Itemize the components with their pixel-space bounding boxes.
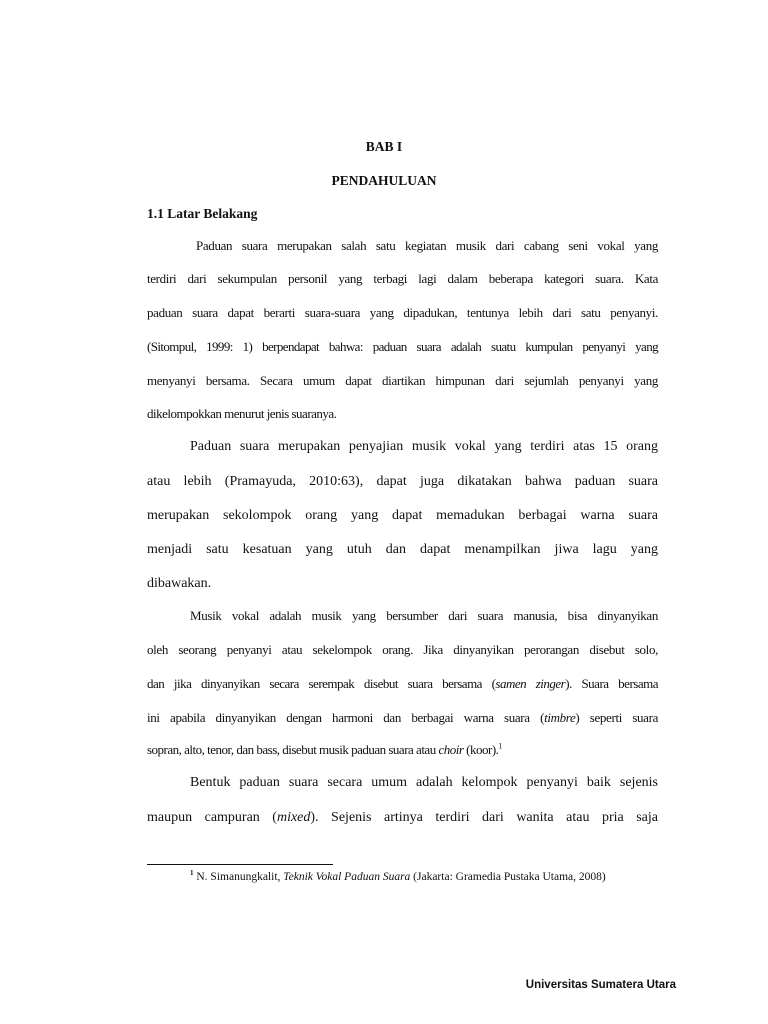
paragraph4-line: Bentuk paduan suara secara umum adalah kelompok penyanyi baik sejenis bbox=[190, 775, 658, 790]
paragraph3-line: sopran, alto, tenor, dan bass, disebut musik paduan suara atau choir (koor).$^1$ bbox=[147, 741, 502, 757]
paragraph2-line: merupakan sekolompok orang yang dapat memadukan berbagai warna suara bbox=[147, 508, 658, 523]
paragraph4-line: maupun campuran (mixed). Sejenis artinya terdiri dari wanita atau pria saja bbox=[147, 810, 658, 825]
italic-term: samen zinger bbox=[495, 676, 566, 691]
italic-term: choir bbox=[438, 742, 464, 757]
chapter-number: BAB I bbox=[365, 139, 403, 154]
section-title: 1.1 Latar Belakang bbox=[147, 206, 258, 221]
paragraph1-line: dikelompokkan menurut jenis suaranya. bbox=[147, 406, 337, 421]
institution-footer: Universitas Sumatera Utara bbox=[525, 979, 676, 991]
footnote: $^1$ N. Simanungkalit, Teknik Vokal Paduan Suara (Jakarta: Gramedia Pustaka Utama, 2008) bbox=[190, 869, 606, 883]
footnote-marker: 1 bbox=[190, 869, 194, 878]
paragraph2-line: Paduan suara merupakan penyajian musik vokal yang terdiri atas 15 orang bbox=[190, 439, 658, 454]
footnote-reference[interactable]: 1 bbox=[498, 741, 502, 751]
paragraph1-line: terdiri dari sekumpulan personil yang terbagi lagi dalam beberapa kategori suara. Kata bbox=[147, 271, 658, 286]
paragraph1-line: Paduan suara merupakan salah satu kegiatan musik dari cabang seni vokal yang bbox=[196, 238, 658, 253]
chapter-title: PENDAHULUAN bbox=[331, 173, 437, 188]
footnote-book-title: Teknik Vokal Paduan Suara bbox=[283, 871, 411, 883]
footnote-divider bbox=[147, 864, 333, 865]
paragraph1-line: menyanyi bersama. Secara umum dapat diartikan himpunan dari sejumlah penyanyi yang bbox=[147, 373, 658, 388]
paragraph3-line: oleh seorang penyanyi atau sekelompok orang. Jika dinyanyikan perorangan disebut solo, bbox=[147, 642, 658, 657]
paragraph2-line: dibawakan. bbox=[147, 576, 212, 591]
paragraph1-line: paduan suara dapat berarti suara-suara yang dipadukan, tentunya lebih dari satu penyanyi. bbox=[147, 305, 658, 320]
paragraph3-line: ini apabila dinyanyikan dengan harmoni dan berbagai warna suara (timbre) seperti suara bbox=[147, 710, 658, 725]
paragraph3-line: Musik vokal adalah musik yang bersumber dari suara manusia, bisa dinyanyikan bbox=[190, 608, 658, 623]
paragraph1-line: (Sitompul, 1999: 1) berpendapat bahwa: paduan suara adalah suatu kumpulan penyanyi yang bbox=[147, 339, 658, 354]
italic-term: mixed bbox=[276, 810, 311, 825]
paragraph2-line: atau lebih (Pramayuda, 2010:63), dapat juga dikatakan bahwa paduan suara bbox=[147, 474, 658, 489]
paragraph2-line: menjadi satu kesatuan yang utuh dan dapat menampilkan jiwa lagu yang bbox=[147, 542, 658, 557]
paragraph3-line: dan jika dinyanyikan secara serempak disebut suara bersama (samen zinger). Suara bersama bbox=[147, 676, 658, 691]
italic-term: timbre bbox=[544, 710, 576, 725]
